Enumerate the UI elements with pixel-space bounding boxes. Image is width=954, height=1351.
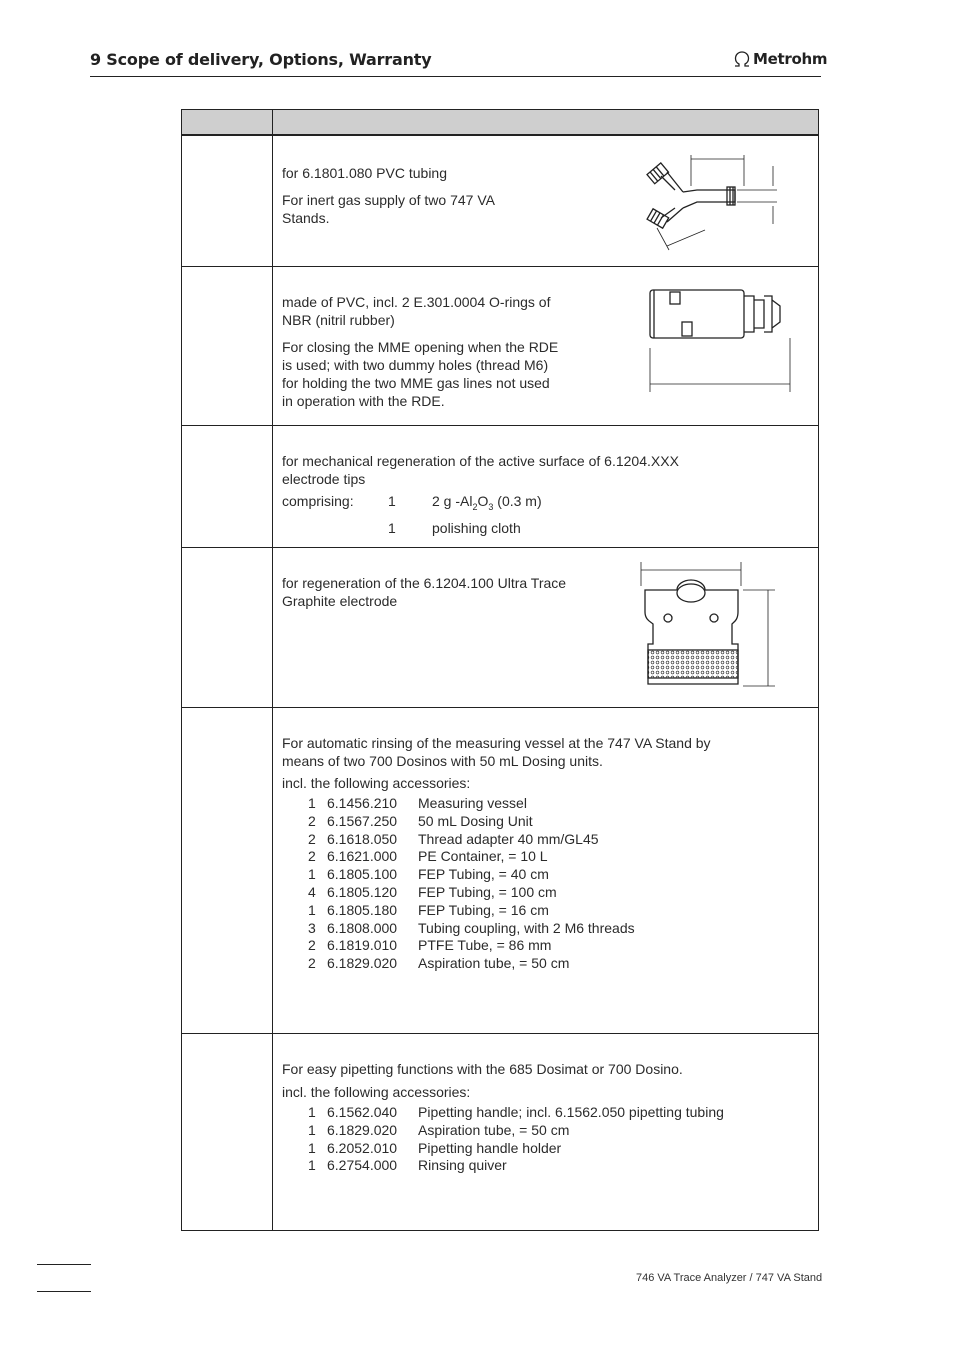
brand-logo bbox=[733, 50, 827, 68]
pipetting-accessories-list bbox=[282, 1104, 724, 1175]
row6-text: For easy pipetting functions with the 685 Dosimat or 700 Dosino. incl. the following accessories: bbox=[282, 1061, 683, 1100]
omega-icon bbox=[733, 51, 751, 67]
column-divider bbox=[272, 110, 273, 1230]
row2-text: made of PVC, incl. 2 E.301.0004 O-rings of NBR (nitril rubber) For closing the MME opening when the RDE is used; with two dummy holes (thread M6) for holding the two MME gas lines not used in operation with the RDE. bbox=[282, 294, 559, 409]
footer-rule bbox=[37, 1264, 91, 1265]
row-divider bbox=[182, 547, 818, 548]
footer-text: 746 VA Trace Analyzer / 747 VA Stand bbox=[636, 1272, 823, 1284]
comprising-list: comprising: 1 2 g $-Al_2O_3$ (0.3 m) 1 polishing cloth bbox=[282, 493, 542, 536]
list-item: 1 6.1805.100 FEP Tubing, = 40 cm bbox=[308, 866, 549, 883]
table-header bbox=[182, 110, 818, 136]
header-rule bbox=[90, 76, 821, 77]
list-item: 4 6.1805.120 FEP Tubing, = 100 cm bbox=[308, 883, 557, 900]
brand-name: Metrohm bbox=[753, 50, 828, 68]
polishing-holder-figure bbox=[635, 560, 780, 695]
list-item: 1 6.1562.040 Pipetting handle; incl. 6.1562.050 pipetting tubing bbox=[308, 1104, 724, 1120]
list-item: 1 6.1829.020 Aspiration tube, = 50 cm bbox=[308, 1121, 570, 1138]
row4-text: for regeneration of the 6.1204.100 Ultra Trace Graphite electrode bbox=[282, 575, 567, 609]
list-item: 2 6.1567.250 50 mL Dosing Unit bbox=[308, 812, 533, 829]
list-item: 2 6.1618.050 Thread adapter 40 mm/GL45 bbox=[308, 830, 599, 847]
row-divider bbox=[182, 266, 818, 267]
section-title: 9 Scope of delivery, Options, Warranty bbox=[90, 50, 432, 69]
list-item: 2 6.1621.000 PE Container, = 10 L bbox=[308, 848, 548, 865]
list-item: 1 6.2052.010 Pipetting handle holder bbox=[308, 1139, 562, 1156]
list-item: 1 6.2754.000 Rinsing quiver bbox=[308, 1157, 507, 1174]
row-divider bbox=[182, 425, 818, 426]
list-item: 2 6.1819.010 PTFE Tube, = 86 mm bbox=[308, 937, 552, 954]
row-divider bbox=[182, 1033, 818, 1034]
list-item: 3 6.1808.000 Tubing coupling, with 2 M6 threads bbox=[308, 919, 635, 936]
row5-text: For automatic rinsing of the measuring vessel at the 747 VA Stand by means of two 700 Dosinos with 50 mL Dosing units. incl. the following accessories: bbox=[282, 735, 711, 791]
row-divider bbox=[182, 707, 818, 708]
footer-rule bbox=[37, 1291, 91, 1292]
list-item: 1 6.1805.180 FEP Tubing, = 16 cm bbox=[308, 901, 549, 918]
row3-text: for mechanical regeneration of the active surface of 6.1204.XXX electrode tips bbox=[282, 453, 679, 487]
stopper-figure bbox=[640, 284, 800, 394]
list-item: 2 6.1829.020 Aspiration tube, = 50 cm bbox=[308, 955, 570, 972]
y-connector-figure bbox=[635, 150, 785, 260]
list-item: 1 6.1456.210 Measuring vessel bbox=[308, 795, 527, 811]
rinsing-accessories-list bbox=[282, 795, 635, 973]
row1-text: for 6.1801.080 PVC tubing For inert gas supply of two 747 VA Stands. bbox=[282, 165, 495, 226]
